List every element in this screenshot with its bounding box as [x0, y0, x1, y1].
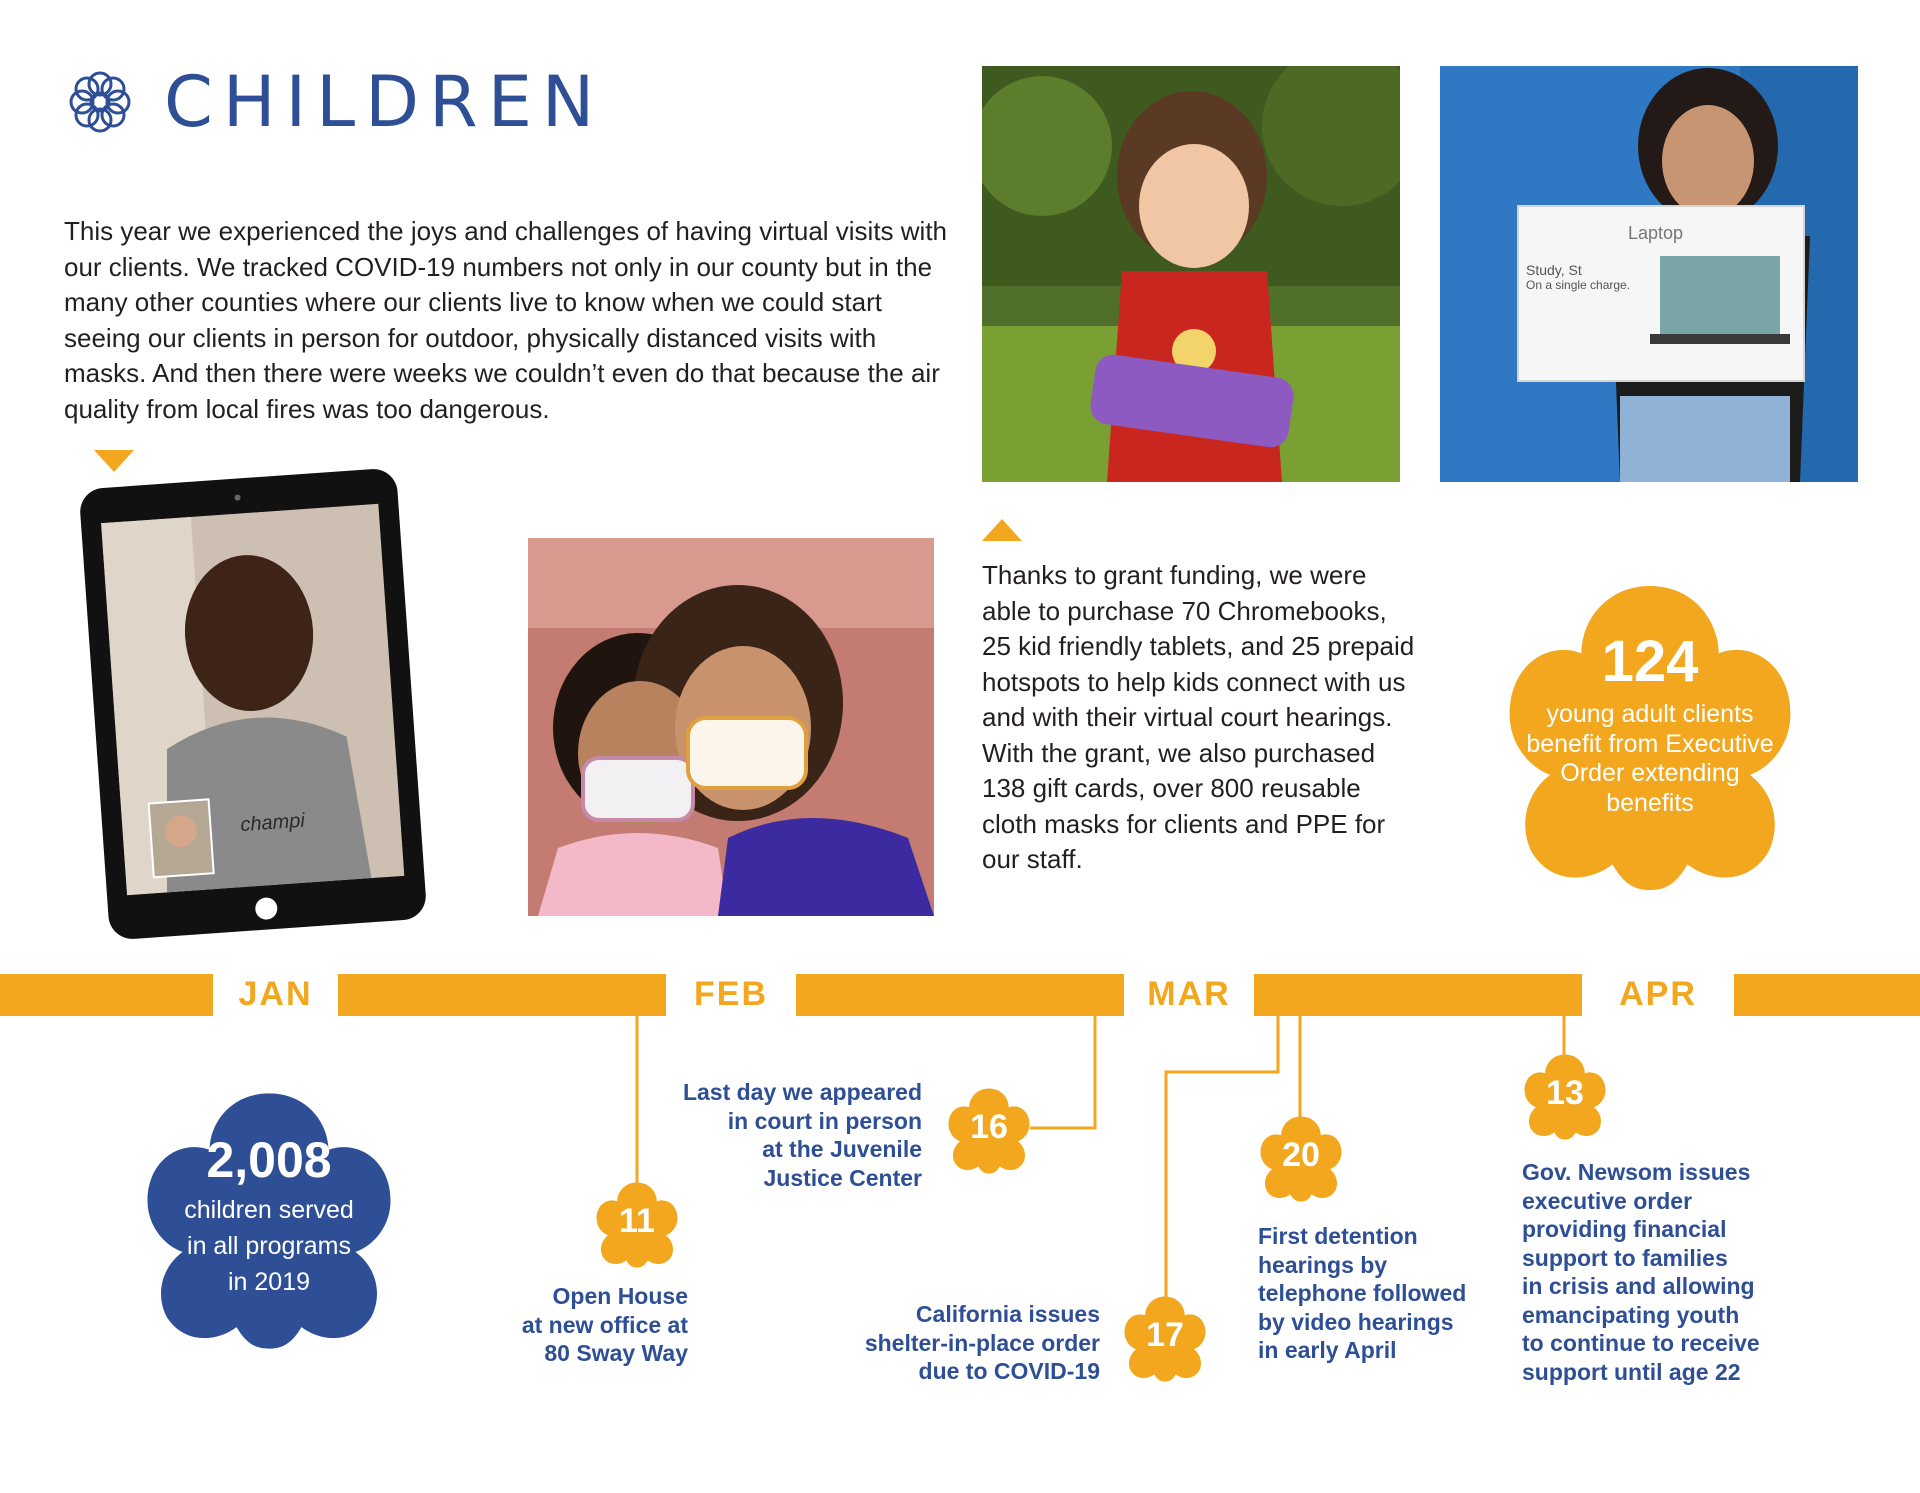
- timeline-bar-3: [796, 974, 1124, 1016]
- day-13: 13: [1546, 1074, 1584, 1112]
- day-flower-11: [592, 1178, 682, 1272]
- stat-number-124: 124: [1601, 629, 1699, 694]
- month-feb: FEB: [694, 975, 768, 1013]
- stat-label-2008-line3: in 2019: [227, 1268, 311, 1296]
- day-16: 16: [970, 1108, 1008, 1146]
- photo-laptop-box: [1440, 66, 1858, 482]
- day-flower-13: [1520, 1050, 1610, 1144]
- tablet-video-call: [79, 467, 428, 940]
- hoodie-text: champi: [239, 809, 306, 837]
- event-text-20: First detention hearings by telephone followed by video hearings in early April: [1258, 1223, 1467, 1363]
- day-17: 17: [1146, 1316, 1184, 1354]
- timeline-bar-1: [0, 974, 213, 1016]
- pointer-triangle-down: [94, 450, 134, 472]
- timeline-bar-5: [1734, 974, 1920, 1016]
- day-20: 20: [1282, 1136, 1320, 1174]
- grant-paragraph: Thanks to grant funding, we were able to purchase 70 Chromebooks, 25 kid friendly tablets, and 25 prepaid hotspots to help kids connect with us and with their virtual court hearings. With the grant, we also purchased 138 gift cards, over 800 reusable cloth masks for clients and PPE for our staff.: [982, 560, 1415, 874]
- day-flower-20: [1256, 1112, 1346, 1206]
- stat-label-2008-line1: children served: [184, 1196, 354, 1224]
- laptop-box-tagline: Study, St: [1526, 262, 1582, 278]
- day-flower-16: [944, 1084, 1034, 1178]
- timeline-bar-4: [1254, 974, 1582, 1016]
- laptop-box-label: Laptop: [1628, 223, 1684, 243]
- day-11: 11: [619, 1202, 655, 1240]
- laptop-box-tagline-2: On a single charge.: [1526, 278, 1631, 292]
- stat-flower-124: [1494, 570, 1806, 906]
- stat-label-2008-line2: in all programs: [187, 1232, 351, 1260]
- logo: [62, 64, 138, 140]
- page-title: CHILDREN: [164, 61, 605, 143]
- photo-child-tablet: [982, 66, 1400, 482]
- month-mar: MAR: [1147, 975, 1231, 1013]
- photo-girls-masks: [528, 538, 934, 916]
- event-text-16: Last day we appeared in court in person at the Juvenile Justice Center: [682, 1079, 922, 1191]
- pointer-triangle-up: [982, 519, 1022, 541]
- stat-flower-2008: [134, 1080, 404, 1362]
- event-text-13: Gov. Newsom issues executive order providing financial support to families in crisis and allowing emancipating youth to continue to receive support until age 22: [1522, 1159, 1760, 1385]
- stat-label-124: young adult clients benefit from Executive Order extending benefits: [1526, 700, 1774, 817]
- timeline-bar-2: [338, 974, 666, 1016]
- event-text-11: Open House at new office at 80 Sway Way: [521, 1283, 688, 1366]
- month-jan: JAN: [238, 975, 313, 1013]
- stat-number-2008: 2,008: [206, 1132, 332, 1188]
- mandala-logo-icon: [62, 64, 138, 140]
- month-apr: APR: [1619, 975, 1697, 1013]
- day-flower-17: [1120, 1292, 1210, 1386]
- event-text-17: California issues shelter-in-place order due to COVID-19: [864, 1301, 1100, 1384]
- intro-paragraph: This year we experienced the joys and challenges of having virtual visits with our clients. We tracked COVID-19 numbers not only in our county but in the many other counties where our clients live to know when we could start seeing our clients in person for outdoor, physically distanced visits with masks. And then there were weeks we couldn’t even do that because the air quality from local fires was too dangerous.: [64, 216, 948, 424]
